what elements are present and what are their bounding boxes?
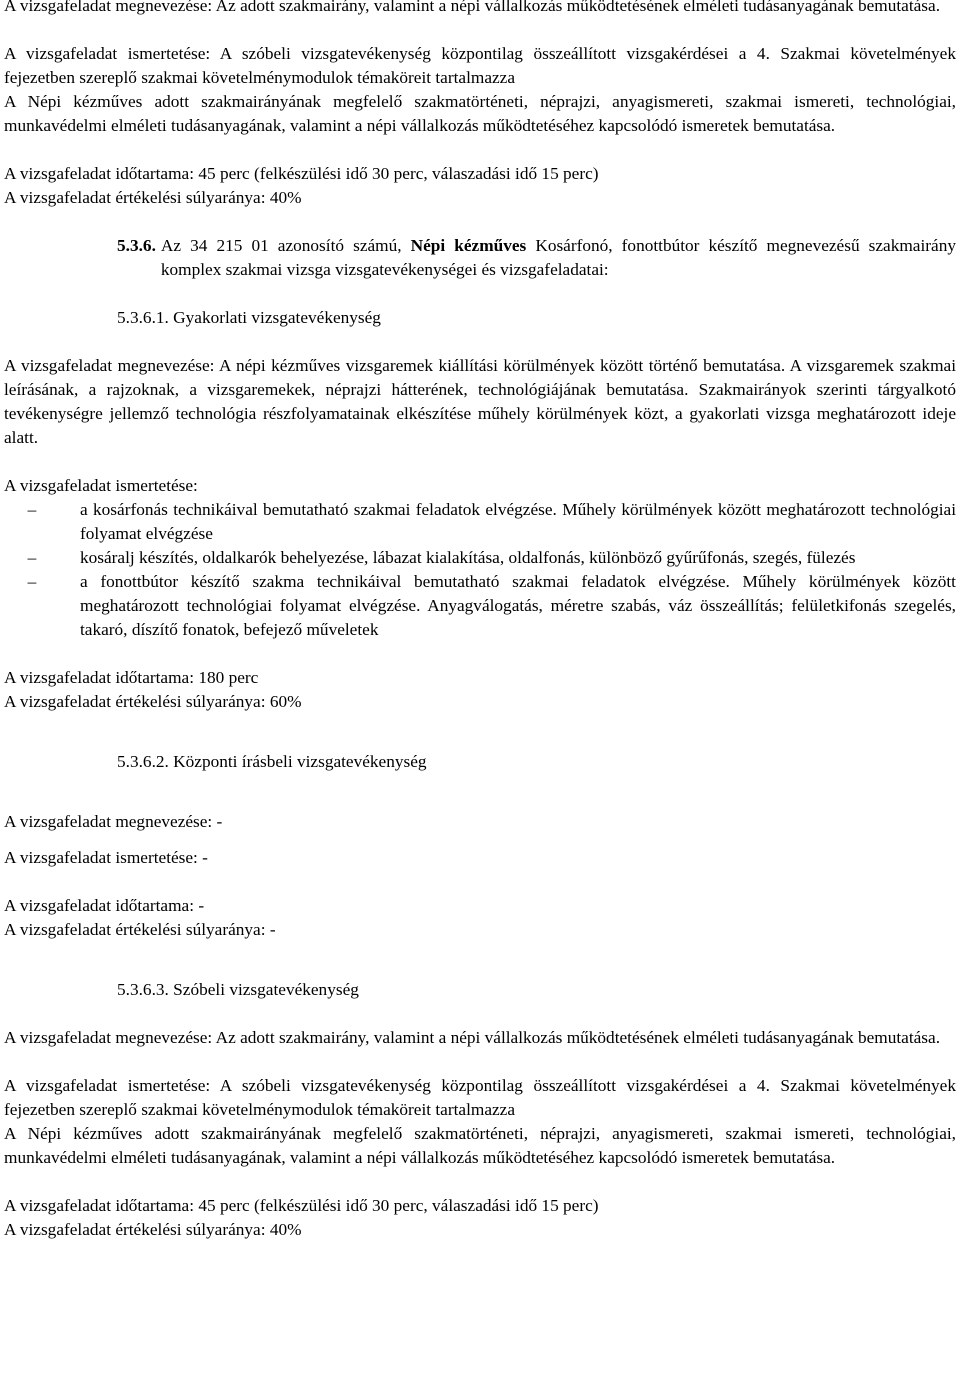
practical-task-list — [4, 498, 956, 642]
practical-description-label: A vizsgafeladat ismertetése: — [4, 476, 198, 495]
task-weight: A vizsgafeladat értékelési súlyaránya: 40% — [4, 188, 302, 207]
oral-heading: 5.3.6.3. Szóbeli vizsgatevékenység — [117, 980, 359, 999]
dash-bullet: – — [27, 548, 37, 567]
oral-task-description-detail: A Népi kézműves adott szakmairányának megfelelő szakmatörténeti, néprajzi, anyagismereti, szakmai ismereti, technológiai, munkavédelmi elméleti tudásanyagának, valamint a népi vállalkozás működtetéséhez kapcsolódó ismeretek bemutatása. — [4, 1124, 956, 1167]
list-item: – kosáralj készítés, oldalkarók behelyezése, lábazat kialakítása, oldalfonás, különböző gyűrűfonás, szegés, fülezés — [4, 546, 956, 570]
written-weight: A vizsgafeladat értékelési súlyaránya: - — [4, 920, 276, 939]
dash-bullet: – — [27, 572, 37, 591]
section-number: 5.3.6. — [117, 236, 156, 255]
section-title: Az 34 215 01 azonosító számú, Népi kézműves Kosárfonó, fonottbútor készítő megnevezésű szakmairány komplex szakmai vizsga vizsgatevékenységei és vizsgafeladatai: — [160, 236, 956, 279]
practical-heading: 5.3.6.1. Gyakorlati vizsgatevékenység — [117, 308, 381, 327]
oral-weight: A vizsgafeladat értékelési súlyaránya: 40% — [4, 1220, 302, 1239]
task-description-detail: A Népi kézműves adott szakmairányának megfelelő szakmatörténeti, néprajzi, anyagismereti, szakmai ismereti, technológiai, munkavédelmi elméleti tudásanyagának, valamint a népi vállalkozás működtetéséhez kapcsolódó ismeretek bemutatása. — [4, 92, 956, 135]
dash-bullet: – — [27, 500, 37, 519]
section-title-bold: Népi kézműves — [410, 236, 527, 255]
task-description-paragraph: A vizsgafeladat ismertetése: A szóbeli vizsgatevékenység központilag összeállított vizsgakérdései a 4. Szakmai követelmények fejezetben szereplő szakmai követelménymodulok témaköreit tartalmazza — [4, 44, 956, 87]
task-duration: A vizsgafeladat időtartama: 45 perc (felkészülési idő 30 perc, válaszadási idő 15 perc) — [4, 164, 599, 183]
practical-weight: A vizsgafeladat értékelési súlyaránya: 60% — [4, 692, 302, 711]
written-duration: A vizsgafeladat időtartama: - — [4, 896, 205, 915]
written-task-name: A vizsgafeladat megnevezése: - — [4, 812, 223, 831]
list-item: – a kosárfonás technikáival bemutatható szakmai feladatok elvégzése. Műhely körülmények között meghatározott technológiai folyamat elvégzése — [4, 498, 956, 546]
oral-task-name: A vizsgafeladat megnevezése: Az adott szakmairány, valamint a népi vállalkozás működtetésének elméleti tudásanyagának bemutatása. — [4, 1028, 941, 1047]
task-name-paragraph: A vizsgafeladat megnevezése: Az adott szakmairány, valamint a népi vállalkozás működtetésének elméleti tudásanyagának bemutatása. — [4, 0, 941, 15]
list-item: – a fonottbútor készítő szakma technikáival bemutatható szakmai feladatok elvégzése. Műhely körülmények között meghatározott technológiai folyamat elvégzése. Anyagválogatás, méretre szabás, váz összeállítás; felületkifonás szegelés, takaró, díszítő fonatok, befejező műveletek — [4, 570, 956, 642]
practical-task-name: A vizsgafeladat megnevezése: A népi kézműves vizsgaremek kiállítási körülmények között történő bemutatása. A vizsgaremek szakmai leírásának, a rajzoknak, a vizsgaremekek, néprajzi hátterének, technológiájának bemutatása. Szakmairányok szerinti tárgyalkotó tevékenységre jellemző technológia részfolyamatainak elkészítése műhely körülmények közt, a gyakorlati vizsga meghatározott ideje alatt. — [4, 356, 956, 447]
practical-duration: A vizsgafeladat időtartama: 180 perc — [4, 668, 259, 687]
oral-duration: A vizsgafeladat időtartama: 45 perc (felkészülési idő 30 perc, válaszadási idő 15 perc) — [4, 1196, 599, 1215]
written-task-description: A vizsgafeladat ismertetése: - — [4, 848, 208, 867]
oral-task-description: A vizsgafeladat ismertetése: A szóbeli vizsgatevékenység központilag összeállított vizsgakérdései a 4. Szakmai követelmények fejezetben szereplő szakmai követelménymodulok témaköreit tartalmazza — [4, 1076, 956, 1119]
section-heading — [4, 234, 956, 282]
document-page — [4, 0, 956, 1242]
written-heading: 5.3.6.2. Központi írásbeli vizsgatevékenység — [117, 752, 427, 771]
